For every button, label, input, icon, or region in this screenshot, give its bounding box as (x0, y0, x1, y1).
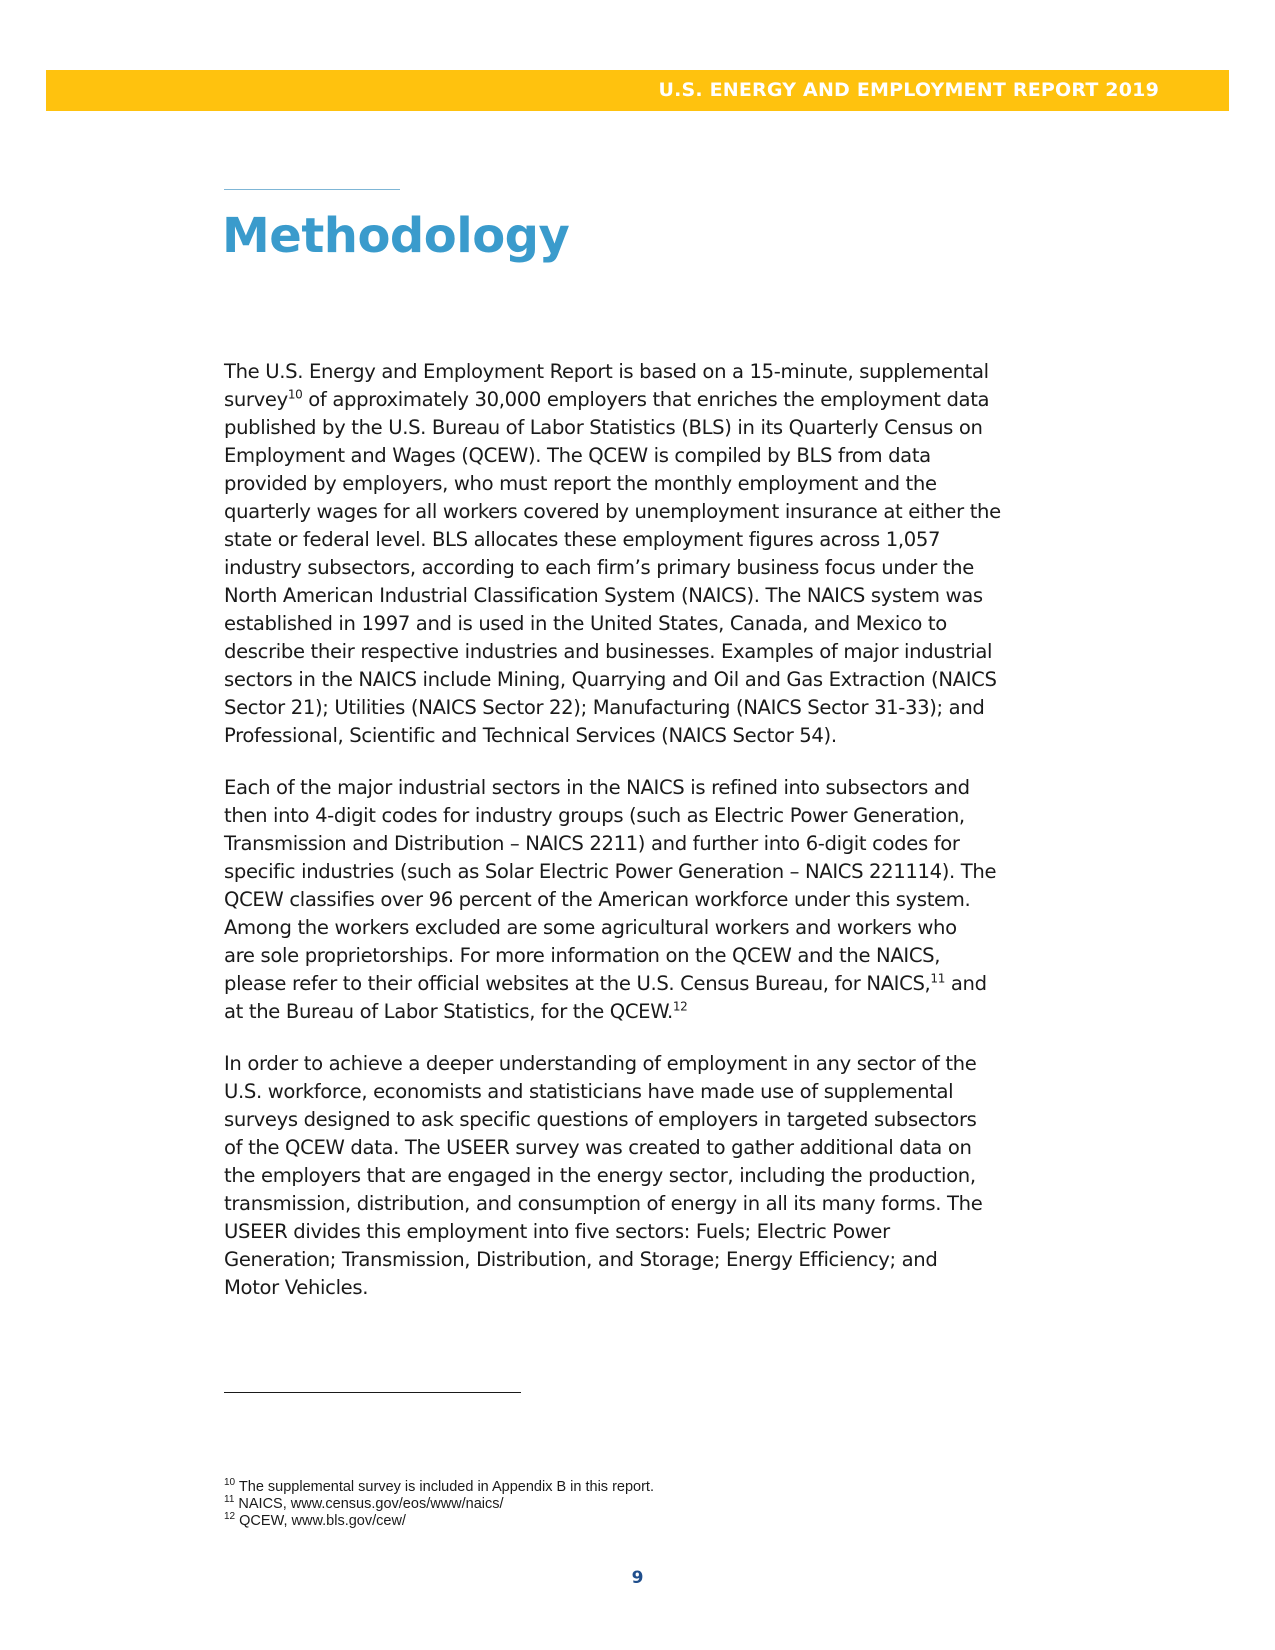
text-line: Generation; Transmission, Distribution, and Storage; Energy Efficiency; and (224, 1248, 938, 1271)
footnote-reference: 10 (287, 387, 303, 402)
footnote-number: 11 (224, 1494, 235, 1506)
text-line: describe their respective industries and businesses. Examples of major industrial (224, 640, 993, 663)
text-line: are sole proprietorships. For more information on the QCEW and the NAICS, (224, 944, 941, 967)
footnote-rule (224, 1392, 521, 1393)
text-line: Transmission and Distribution – NAICS 2211) and further into 6-digit codes for (224, 832, 960, 855)
text-line: established in 1997 and is used in the United States, Canada, and Mexico to (224, 612, 947, 635)
text-segment: survey (224, 388, 288, 411)
text-line: of the QCEW data. The USEER survey was created to gather additional data on (224, 1136, 972, 1159)
footnote-text: NAICS, www.census.gov/eos/www/naics/ (234, 1496, 504, 1512)
text-line: sectors in the NAICS include Mining, Quarrying and Oil and Gas Extraction (NAICS (224, 668, 997, 691)
footnotes (224, 1479, 654, 1530)
text-line: QCEW classifies over 96 percent of the American workforce under this system. (224, 888, 971, 911)
text-line: U.S. workforce, economists and statisticians have made use of supplemental (224, 1080, 954, 1103)
footnote-reference: 11 (930, 971, 945, 986)
text-line: Motor Vehicles. (224, 1276, 369, 1299)
footnote-11 (224, 1496, 654, 1513)
text-line: the employers that are engaged in the energy sector, including the production, (224, 1164, 976, 1187)
text-line: North American Industrial Classification System (NAICS). The NAICS system was (224, 584, 983, 607)
text-line: In order to achieve a deeper understanding of employment in any sector of the (224, 1052, 977, 1075)
text-line: published by the U.S. Bureau of Labor Statistics (BLS) in its Quarterly Census on (224, 416, 983, 439)
text-line: surveys designed to ask specific questions of employers in targeted subsectors (224, 1108, 977, 1131)
text-line: Each of the major industrial sectors in the NAICS is refined into subsectors and (224, 776, 970, 799)
text-line: industry subsectors, according to each firm’s primary business focus under the (224, 556, 974, 579)
footnote-number: 10 (224, 1477, 236, 1489)
footnote-text: QCEW, www.bls.gov/cew/ (235, 1513, 406, 1529)
paragraph-3 (224, 1050, 1054, 1302)
text-line: then into 4-digit codes for industry groups (such as Electric Power Generation, (224, 804, 965, 827)
footnote-number: 12 (224, 1511, 236, 1523)
title-rule (224, 189, 400, 190)
report-header-title: U.S. ENERGY AND EMPLOYMENT REPORT 2019 (658, 79, 1159, 101)
footnote-10 (224, 1479, 654, 1496)
text-line: transmission, distribution, and consumption of energy in all its many forms. The (224, 1192, 983, 1215)
body-text (224, 358, 1054, 1326)
page-number: 9 (631, 1568, 644, 1588)
text-line: state or federal level. BLS allocates these employment figures across 1,057 (224, 528, 941, 551)
text-line (224, 970, 1054, 998)
text-line: The U.S. Energy and Employment Report is based on a 15-minute, supplemental (224, 360, 989, 383)
text-segment: and (945, 972, 987, 995)
text-line: specific industries (such as Solar Electric Power Generation – NAICS 221114). The (224, 860, 997, 883)
text-line: Employment and Wages (QCEW). The QCEW is compiled by BLS from data (224, 444, 931, 467)
text-line: USEER divides this employment into five sectors: Fuels; Electric Power (224, 1220, 890, 1243)
text-line (224, 998, 1054, 1026)
text-line: Among the workers excluded are some agricultural workers and workers who (224, 916, 957, 939)
footnote-text: The supplemental survey is included in Appendix B in this report. (235, 1479, 654, 1495)
footnote-reference: 12 (672, 999, 688, 1014)
paragraph-1 (224, 358, 1054, 750)
text-line: Sector 21); Utilities (NAICS Sector 22); Manufacturing (NAICS Sector 31-33); and (224, 696, 985, 719)
page-title: Methodology (222, 208, 570, 264)
text-segment: please refer to their official websites at the U.S. Census Bureau, for NAICS, (224, 972, 931, 995)
footnote-12 (224, 1513, 654, 1530)
text-segment: of approximately 30,000 employers that enriches the employment data (302, 388, 990, 411)
text-line: provided by employers, who must report the monthly employment and the (224, 472, 937, 495)
text-line: Professional, Scientific and Technical Services (NAICS Sector 54). (224, 724, 837, 747)
paragraph-2 (224, 774, 1054, 1026)
text-line: quarterly wages for all workers covered by unemployment insurance at either the (224, 500, 1001, 523)
text-line (224, 386, 1054, 414)
text-segment: at the Bureau of Labor Statistics, for the QCEW. (224, 1000, 673, 1023)
header-band (46, 70, 1229, 111)
